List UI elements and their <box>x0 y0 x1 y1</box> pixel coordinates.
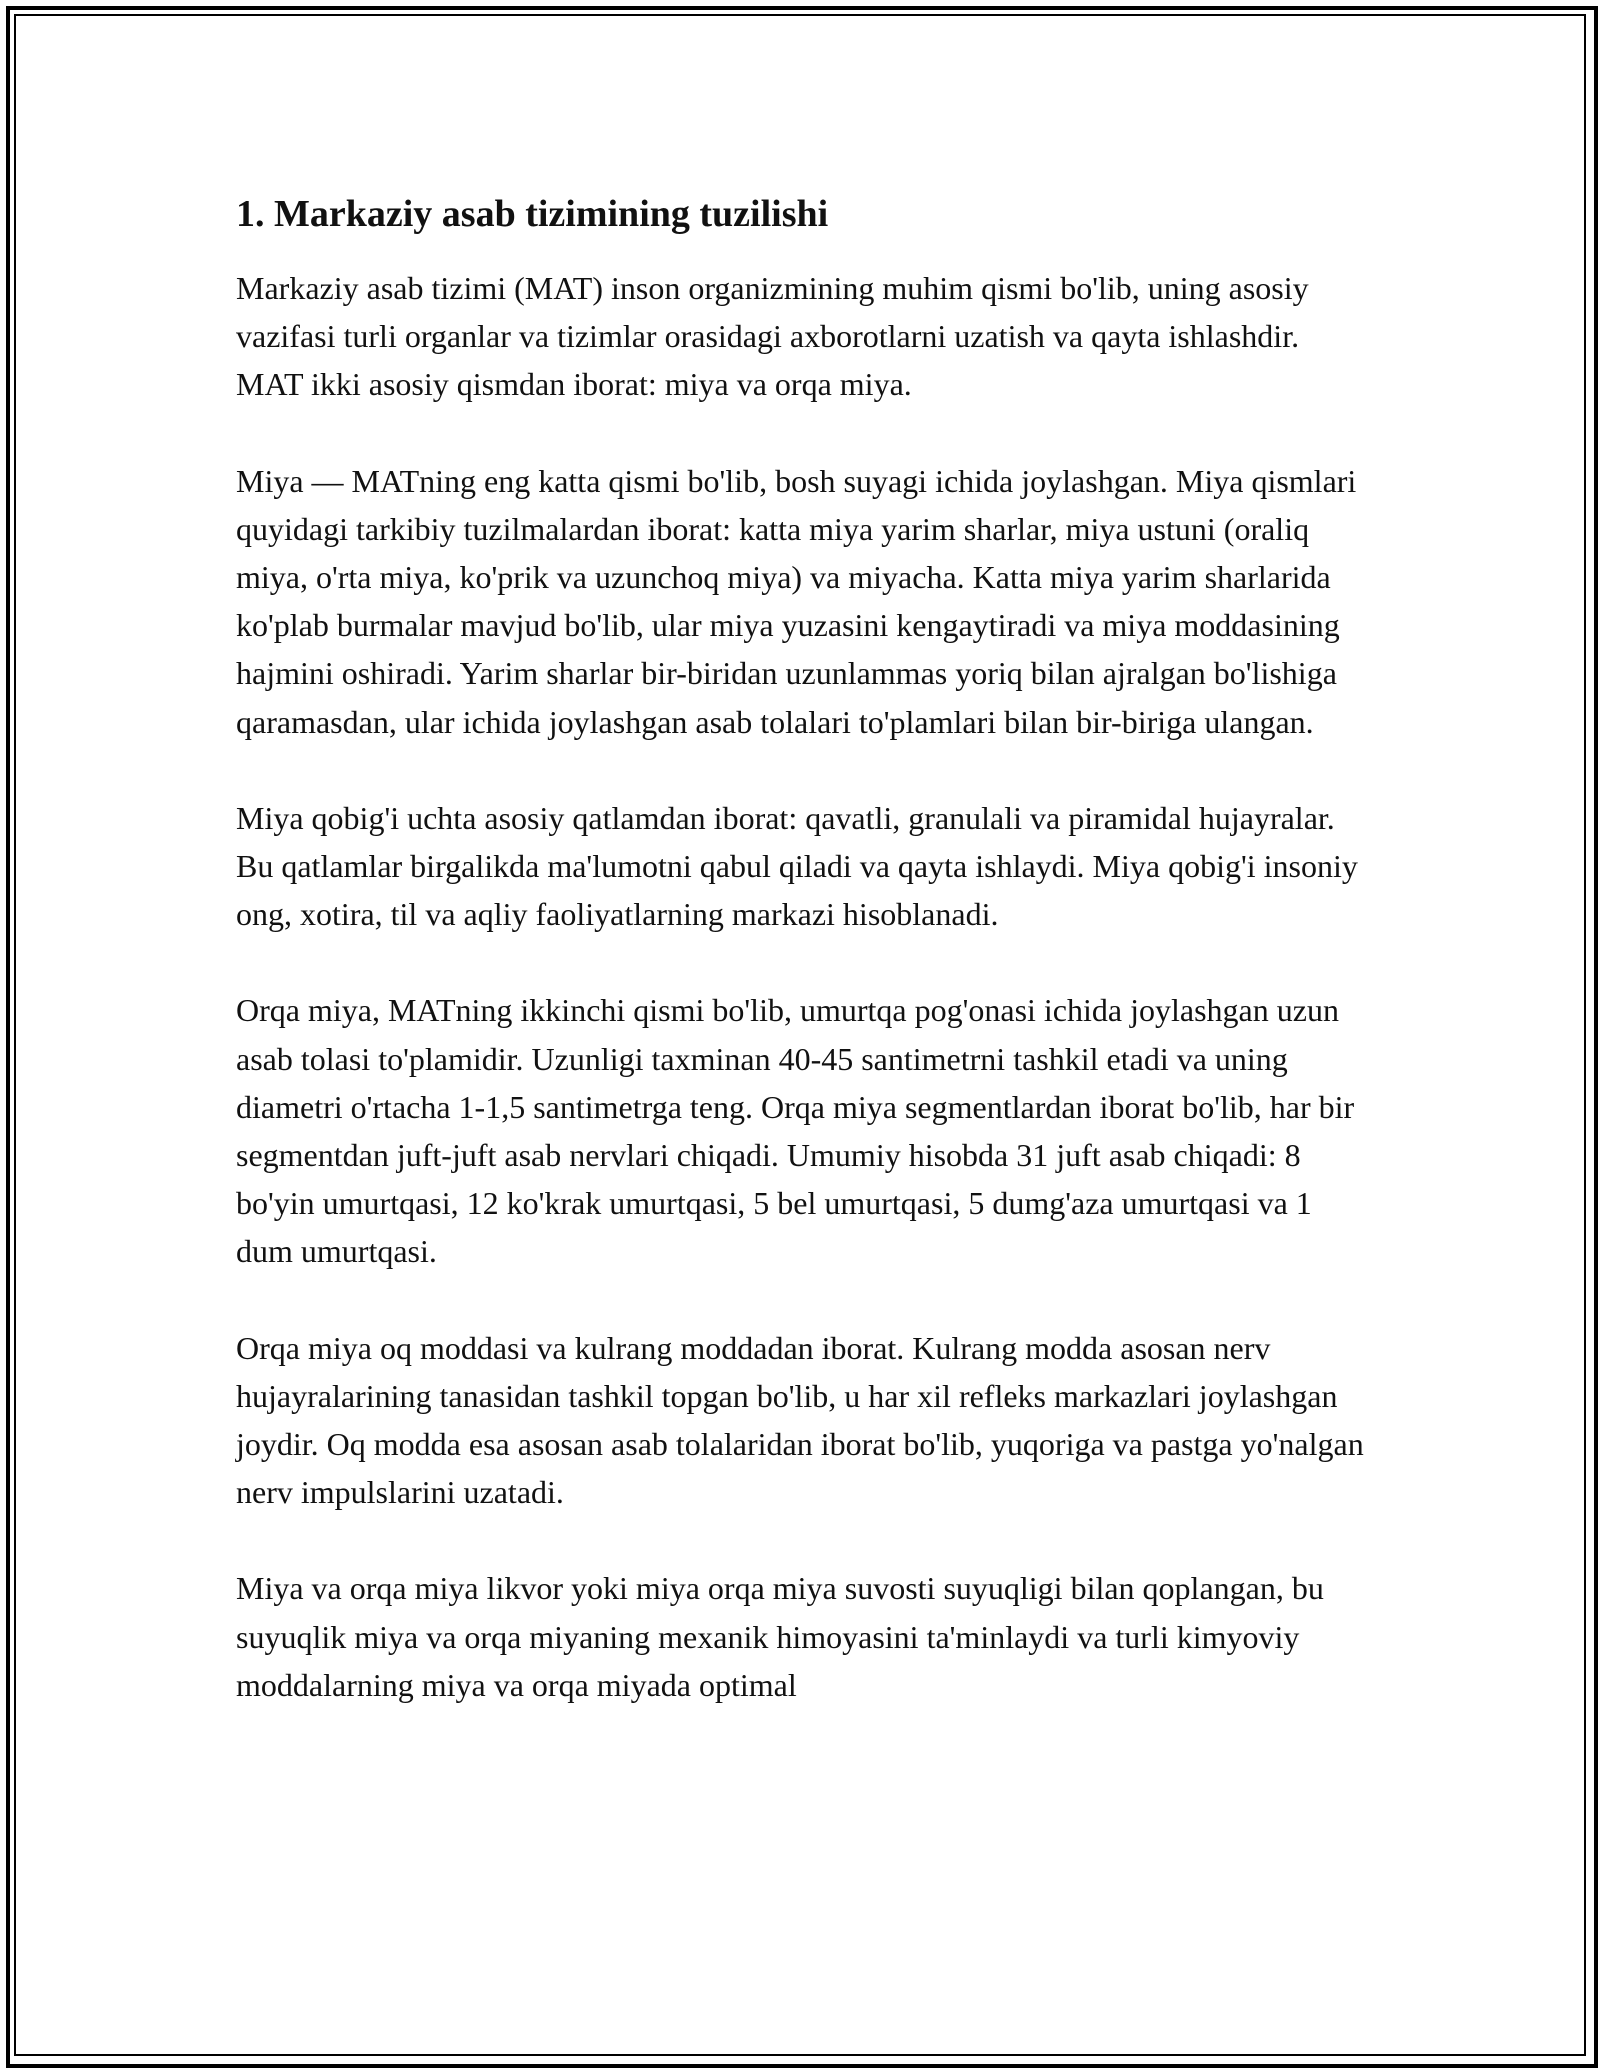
paragraph-mat-overview: Markaziy asab tizimi (MAT) inson organizmining muhim qismi bo'lib, uning asosiy vazifasi turli organlar va tizimlar orasidagi axborotlarni uzatish va qayta ishlashdir. MAT ikki asosiy qismdan iborat: miya va orqa miya. <box>236 270 1309 403</box>
paragraph-spinal-matter: Orqa miya oq moddasi va kulrang moddadan iborat. Kulrang modda asosan nerv hujayralarining tanasidan tashkil topgan bo'lib, u har xil refleks markazlari joylashgan joydir. Oq modda esa asosan asab tolalaridan iborat bo'lib, yuqoriga va pastga yo'nalgan nerv impulslarini uzatadi. <box>236 1329 1364 1511</box>
document-body <box>236 186 1366 1757</box>
paragraph-spinal-cord: Orqa miya, MATning ikkinchi qismi bo'lib, umurtqa pog'onasi ichida joylashgan uzun asab tolasi to'plamidir. Uzunligi taxminan 40-45 santimetrni tashkil etadi va uning diametri o'rtacha 1-1,5 santimetrga teng. Orqa miya segmentlardan iborat bo'lib, har bir segmentdan juft-juft asab nervlari chiqadi. Umumiy hisobda 31 juft asab chiqadi: 8 bo'yin umurtqasi, 12 ko'krak umurtqasi, 5 bel umurtqasi, 5 dumg'aza umurtqasi va 1 dum umurtqasi. <box>236 992 1355 1270</box>
paragraph-cortex: Miya qobig'i uchta asosiy qatlamdan iborat: qavatli, granulali va piramidal hujayralar. Bu qatlamlar birgalikda ma'lumotni qabul qiladi va qayta ishlaydi. Miya qobig'i insoniy ong, xotira, til va aqliy faoliyatlarning markazi hisoblanadi. <box>236 799 1358 933</box>
paragraph-brain: Miya — MATning eng katta qismi bo'lib, bosh suyagi ichida joylashgan. Miya qismlari quyidagi tarkibiy tuzilmalardan iborat: katta miya yarim sharlar, miya ustuni (oraliq miya, o'rta miya, ko'prik va uzunchoq miya) va miyacha. Katta miya yarim sharlarida ko'plab burmalar mavjud bo'lib, ular miya yuzasini kengaytiradi va miya moddasining hajmini oshiradi. Yarim sharlar bir-biridan uzunlammas yoriq bilan ajralgan bo'lishiga qaramasdan, ular ichida joylashgan asab tolalari to'plamlari bilan bir-biriga ulangan. <box>236 462 1357 740</box>
paragraph-cerebrospinal-fluid: Miya va orqa miya likvor yoki miya orqa miya suvosti suyuqligi bilan qoplangan, bu suyuqlik miya va orqa miyaning mexanik himoyasini ta'minlaydi va turli kimyoviy moddalarning miya va orqa miyada optimal <box>236 1570 1324 1703</box>
section-heading: 1. Markaziy asab tizimining tuzilishi <box>236 193 829 235</box>
